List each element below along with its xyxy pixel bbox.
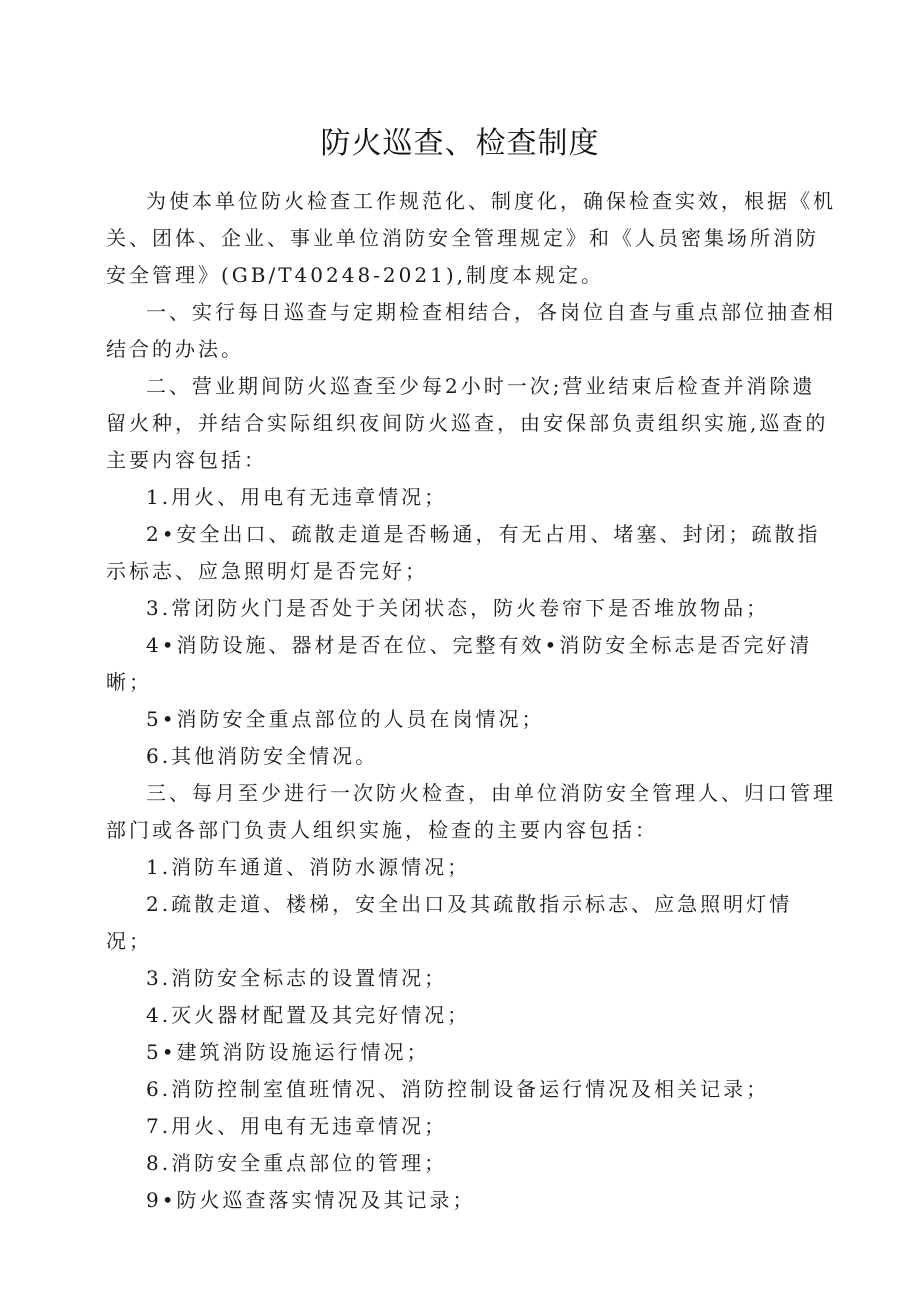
section-2-paragraph: 二、营业期间防火巡查至少每2小时一次;营业结束后检查并消除遗留火种，并结合实际组织夜间防火巡查，由安保部负责组织实施,巡查的主要内容包括： <box>106 374 829 472</box>
document-body <box>106 183 836 1219</box>
section-2-item-6: 6.其他消防安全情况。 <box>146 744 379 768</box>
section-3-item-4: 4.灭火器材配置及其完好情况； <box>146 1003 471 1027</box>
section-2-item-5: 5•消防安全重点部位的人员在岗情况； <box>146 707 545 731</box>
section-3-paragraph: 三、每月至少进行一次防火检查，由单位消防安全管理人、归口管理部门或各部门负责人组织实施，检查的主要内容包括： <box>106 781 836 842</box>
section-3-item-5: 5•建筑消防设施运行情况； <box>146 1040 430 1064</box>
document-title: 防火巡查、检查制度 <box>320 126 600 161</box>
section-2-item-2: 2•安全出口、疏散走道是否畅通，有无占用、堵塞、封闭；疏散指示标志、应急照明灯是否完好； <box>106 522 821 583</box>
section-2-item-1: 1.用火、用电有无违章情况； <box>146 485 448 509</box>
section-2-item-3: 3.常闭防火门是否处于关闭状态，防火卷帘下是否堆放物品； <box>146 596 770 620</box>
section-3-item-1: 1.消防车通道、消防水源情况； <box>146 855 471 879</box>
section-3-item-3: 3.消防安全标志的设置情况； <box>146 966 448 990</box>
section-2-item-4: 4•消防设施、器材是否在位、完整有效•消防安全标志是否完好清晰； <box>106 633 813 694</box>
section-1-paragraph: 一、实行每日巡查与定期检查相结合，各岗位自查与重点部位抽查相结合的办法。 <box>106 300 836 361</box>
section-3-item-2: 2.疏散走道、楼梯，安全出口及其疏散指示标志、应急照明灯情况； <box>106 892 793 953</box>
intro-paragraph: 为使本单位防火检查工作规范化、制度化，确保检查实效，根据《机关、团体、企业、事业单位消防安全管理规定》和《人员密集场所消防安全管理》(GB/T40248-2021),制度本规定。 <box>106 189 836 287</box>
section-3-item-6: 6.消防控制室值班情况、消防控制设备运行情况及相关记录； <box>146 1077 770 1101</box>
section-3-item-9: 9•防火巡查落实情况及其记录； <box>146 1188 476 1212</box>
section-3-item-8: 8.消防安全重点部位的管理； <box>146 1151 448 1175</box>
section-3-item-7: 7.用火、用电有无违章情况； <box>146 1114 448 1138</box>
